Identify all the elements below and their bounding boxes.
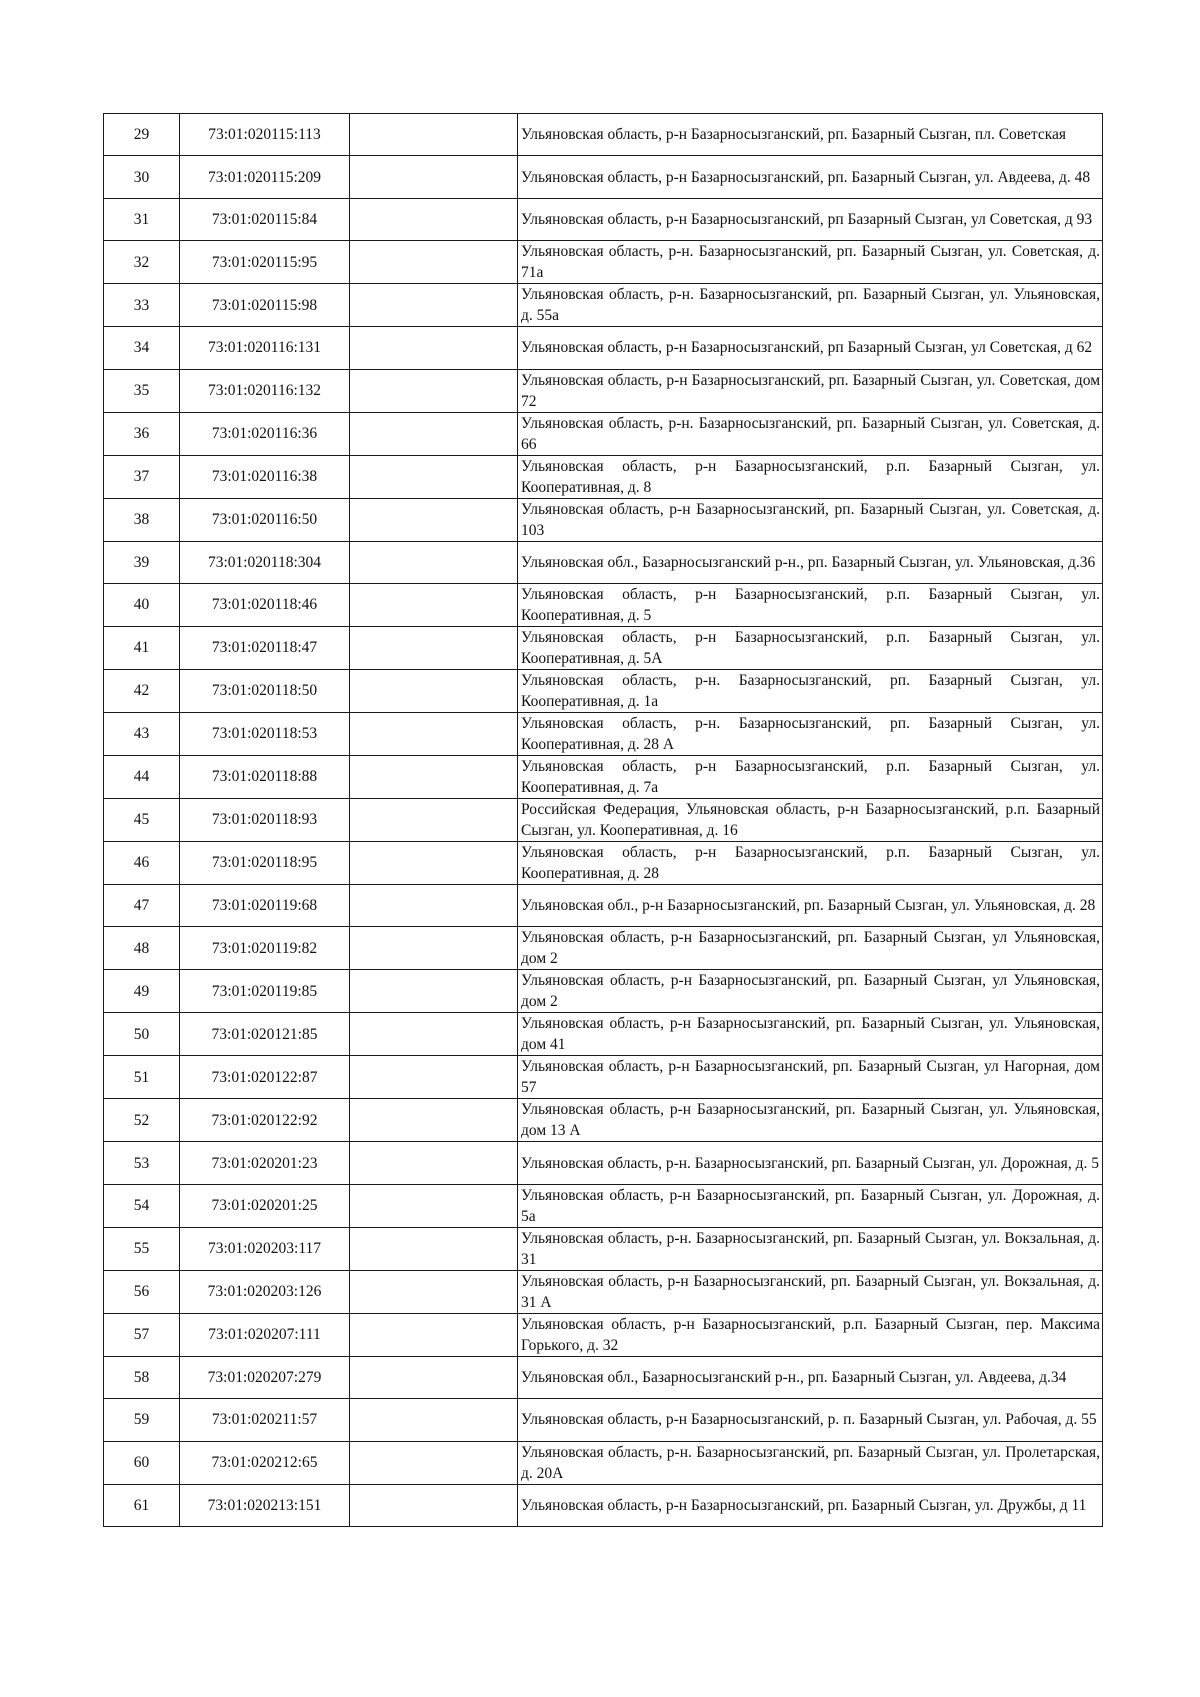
address-text: Ульяновская область, р-н Базарносызганский, р.п. Базарный Сызган, ул. Кооперативная, д. 28 <box>521 843 1100 882</box>
cadastral-number-cell: 73:01:020115:98 <box>180 284 350 327</box>
address-cell <box>518 198 1103 240</box>
table-row <box>104 712 1103 755</box>
empty-cell <box>350 841 518 884</box>
table-row <box>104 1142 1103 1184</box>
table-row <box>104 583 1103 626</box>
cadastral-number-cell: 73:01:020116:36 <box>180 412 350 455</box>
row-number-cell: 52 <box>104 1099 180 1142</box>
address-text: Ульяновская область, р-н Базарносызганский, рп. Базарный Сызган, ул. Дорожная, д. 5а <box>521 1186 1100 1225</box>
cadastral-number-cell: 73:01:020213:151 <box>180 1484 350 1526</box>
empty-cell <box>350 498 518 541</box>
row-number-cell: 40 <box>104 583 180 626</box>
empty-cell <box>350 1099 518 1142</box>
address-cell <box>518 1227 1103 1270</box>
table-row <box>104 1484 1103 1526</box>
empty-cell <box>350 369 518 412</box>
table-body <box>104 114 1103 1527</box>
address-cell <box>518 755 1103 798</box>
address-text: Ульяновская область, р-н Базарносызганский, р.п. Базарный Сызган, ул. Кооперативная, д. 7а <box>521 757 1100 796</box>
table-row <box>104 455 1103 498</box>
cadastral-number-cell: 73:01:020116:38 <box>180 455 350 498</box>
row-number-cell: 35 <box>104 369 180 412</box>
cadastral-number-cell: 73:01:020118:46 <box>180 583 350 626</box>
address-text: Ульяновская область, р-н Базарносызганский, р.п. Базарный Сызган, ул. Кооперативная, д. 5 <box>521 585 1100 624</box>
cadastral-number-cell: 73:01:020115:113 <box>180 114 350 156</box>
address-cell <box>518 1099 1103 1142</box>
address-text: Ульяновская область, р-н Базарносызганский, рп. Базарный Сызган, ул. Советская, д. 103 <box>521 500 1100 539</box>
cadastral-number-cell: 73:01:020122:87 <box>180 1056 350 1099</box>
empty-cell <box>350 1142 518 1184</box>
cadastral-number-cell: 73:01:020119:82 <box>180 927 350 970</box>
cadastral-number-cell: 73:01:020118:93 <box>180 798 350 841</box>
cadastral-number-cell: 73:01:020201:23 <box>180 1142 350 1184</box>
cadastral-number-cell: 73:01:020118:88 <box>180 755 350 798</box>
table-row <box>104 798 1103 841</box>
empty-cell <box>350 541 518 583</box>
address-cell <box>518 626 1103 669</box>
address-cell <box>518 841 1103 884</box>
address-cell <box>518 284 1103 327</box>
address-text: Ульяновская область, р-н Базарносызганский, рп. Базарный Сызган, ул. Советская, дом 72 <box>521 371 1100 410</box>
cadastral-number-cell: 73:01:020201:25 <box>180 1184 350 1227</box>
row-number-cell: 55 <box>104 1227 180 1270</box>
table-row <box>104 541 1103 583</box>
address-cell <box>518 541 1103 583</box>
cadastral-number-cell: 73:01:020118:53 <box>180 712 350 755</box>
address-cell <box>518 1056 1103 1099</box>
empty-cell <box>350 455 518 498</box>
address-text: Ульяновская область, р-н. Базарносызганский, рп. Базарный Сызган, ул. Кооперативная, д. 28 А <box>521 714 1100 753</box>
row-number-cell: 32 <box>104 241 180 284</box>
row-number-cell: 42 <box>104 669 180 712</box>
row-number-cell: 34 <box>104 327 180 369</box>
cadastral-number-cell: 73:01:020203:126 <box>180 1270 350 1313</box>
empty-cell <box>350 327 518 369</box>
address-cell <box>518 1399 1103 1441</box>
empty-cell <box>350 583 518 626</box>
address-cell <box>518 1184 1103 1227</box>
address-cell <box>518 712 1103 755</box>
table-row <box>104 1013 1103 1056</box>
row-number-cell: 39 <box>104 541 180 583</box>
table-row <box>104 198 1103 240</box>
table-row <box>104 1356 1103 1398</box>
table-row <box>104 755 1103 798</box>
row-number-cell: 48 <box>104 927 180 970</box>
table-row <box>104 498 1103 541</box>
address-text: Ульяновская область, р-н Базарносызганский, р.п. Базарный Сызган, ул. Кооперативная, д. 5А <box>521 628 1100 667</box>
empty-cell <box>350 798 518 841</box>
address-cell <box>518 1441 1103 1484</box>
empty-cell <box>350 412 518 455</box>
row-number-cell: 60 <box>104 1441 180 1484</box>
table-row <box>104 284 1103 327</box>
address-text: Российская Федерация, Ульяновская область, р-н Базарносызганский, р.п. Базарный Сызган, ул. Кооперативная, д. 16 <box>521 800 1100 839</box>
table-row <box>104 1056 1103 1099</box>
address-text: Ульяновская область, р-н Базарносызганский, р.п. Базарный Сызган, пер. Максима Горького, д. 32 <box>521 1315 1100 1354</box>
address-text: Ульяновская область, р-н Базарносызганский, рп. Базарный Сызган, ул. Ульяновская, дом 13 А <box>521 1101 1100 1140</box>
cadastral-number-cell: 73:01:020116:132 <box>180 369 350 412</box>
address-cell <box>518 241 1103 284</box>
table-row <box>104 412 1103 455</box>
table-row <box>104 1227 1103 1270</box>
row-number-cell: 29 <box>104 114 180 156</box>
cadastral-number-cell: 73:01:020121:85 <box>180 1013 350 1056</box>
address-text: Ульяновская область, р-н Базарносызганский, р.п. Базарный Сызган, ул. Кооперативная, д. 8 <box>521 457 1100 496</box>
empty-cell <box>350 669 518 712</box>
row-number-cell: 59 <box>104 1399 180 1441</box>
address-cell <box>518 970 1103 1013</box>
row-number-cell: 50 <box>104 1013 180 1056</box>
address-cell <box>518 1142 1103 1184</box>
cadastral-number-cell: 73:01:020203:117 <box>180 1227 350 1270</box>
table-row <box>104 927 1103 970</box>
cadastral-number-cell: 73:01:020118:304 <box>180 541 350 583</box>
empty-cell <box>350 114 518 156</box>
row-number-cell: 43 <box>104 712 180 755</box>
table-row <box>104 884 1103 926</box>
row-number-cell: 33 <box>104 284 180 327</box>
cadastral-number-cell: 73:01:020211:57 <box>180 1399 350 1441</box>
row-number-cell: 37 <box>104 455 180 498</box>
empty-cell <box>350 1184 518 1227</box>
cadastral-number-cell: 73:01:020115:95 <box>180 241 350 284</box>
address-text: Ульяновская область, р-н Базарносызганский, рп. Базарный Сызган, ул. Ульяновская, дом 41 <box>521 1015 1100 1054</box>
empty-cell <box>350 1227 518 1270</box>
address-text: Ульяновская обл., Базарносызганский р-н., рп. Базарный Сызган, ул. Авдеева, д.34 <box>521 1368 1067 1386</box>
address-cell <box>518 1270 1103 1313</box>
row-number-cell: 38 <box>104 498 180 541</box>
row-number-cell: 47 <box>104 884 180 926</box>
address-text: Ульяновская область, р-н Базарносызганский, рп. Базарный Сызган, ул. Дружбы, д 11 <box>521 1496 1087 1514</box>
row-number-cell: 30 <box>104 156 180 198</box>
cadastral-number-cell: 73:01:020122:92 <box>180 1099 350 1142</box>
row-number-cell: 61 <box>104 1484 180 1526</box>
empty-cell <box>350 970 518 1013</box>
address-text: Ульяновская область, р-н Базарносызганский, р. п. Базарный Сызган, ул. Рабочая, д. 55 <box>521 1411 1097 1429</box>
empty-cell <box>350 284 518 327</box>
row-number-cell: 46 <box>104 841 180 884</box>
empty-cell <box>350 1441 518 1484</box>
address-cell <box>518 583 1103 626</box>
cadastral-number-cell: 73:01:020116:50 <box>180 498 350 541</box>
row-number-cell: 57 <box>104 1313 180 1356</box>
table-row <box>104 1441 1103 1484</box>
address-cell <box>518 1356 1103 1398</box>
row-number-cell: 51 <box>104 1056 180 1099</box>
empty-cell <box>350 626 518 669</box>
address-text: Ульяновская область, р-н Базарносызганский, рп. Базарный Сызган, ул Ульяновская, дом 2 <box>521 929 1100 968</box>
cadastral-number-cell: 73:01:020115:209 <box>180 156 350 198</box>
row-number-cell: 44 <box>104 755 180 798</box>
property-table <box>103 113 1103 1527</box>
table-row <box>104 1399 1103 1441</box>
cadastral-number-cell: 73:01:020207:111 <box>180 1313 350 1356</box>
empty-cell <box>350 755 518 798</box>
cadastral-number-cell: 73:01:020116:131 <box>180 327 350 369</box>
address-text: Ульяновская область, р-н. Базарносызганский, рп. Базарный Сызган, ул. Кооперативная, д. 1а <box>521 671 1100 710</box>
row-number-cell: 49 <box>104 970 180 1013</box>
cadastral-number-cell: 73:01:020119:85 <box>180 970 350 1013</box>
row-number-cell: 58 <box>104 1356 180 1398</box>
address-cell <box>518 798 1103 841</box>
address-cell <box>518 369 1103 412</box>
address-text: Ульяновская область, р-н Базарносызганский, рп. Базарный Сызган, ул. Вокзальная, д. 31 А <box>521 1272 1100 1311</box>
row-number-cell: 56 <box>104 1270 180 1313</box>
address-text: Ульяновская область, р-н. Базарносызганский, рп. Базарный Сызган, ул. Пролетарская, д. 20А <box>521 1443 1100 1482</box>
address-cell <box>518 156 1103 198</box>
address-cell <box>518 669 1103 712</box>
address-text: Ульяновская область, р-н Базарносызганский, рп. Базарный Сызган, ул Нагорная, дом 57 <box>521 1058 1100 1097</box>
address-text: Ульяновская область, р-н Базарносызганский, рп Базарный Сызган, ул Советская, д 62 <box>521 339 1093 357</box>
address-text: Ульяновская область, р-н Базарносызганский, рп. Базарный Сызган, ул. Авдеева, д. 48 <box>521 168 1091 186</box>
empty-cell <box>350 198 518 240</box>
table-row <box>104 114 1103 156</box>
table-row <box>104 1313 1103 1356</box>
address-text: Ульяновская область, р-н Базарносызганский, рп. Базарный Сызган, ул Ульяновская, дом 2 <box>521 972 1100 1011</box>
address-cell <box>518 327 1103 369</box>
empty-cell <box>350 712 518 755</box>
address-text: Ульяновская область, р-н Базарносызганский, рп. Базарный Сызган, пл. Советская <box>521 126 1067 144</box>
empty-cell <box>350 1313 518 1356</box>
address-cell <box>518 114 1103 156</box>
address-text: Ульяновская область, р-н. Базарносызганский, рп. Базарный Сызган, ул. Советская, д. 66 <box>521 414 1100 453</box>
address-text: Ульяновская область, р-н. Базарносызганский, рп. Базарный Сызган, ул. Ульяновская, д. 55а <box>521 286 1100 325</box>
address-cell <box>518 412 1103 455</box>
row-number-cell: 36 <box>104 412 180 455</box>
address-cell <box>518 455 1103 498</box>
table-row <box>104 327 1103 369</box>
address-cell <box>518 884 1103 926</box>
address-text: Ульяновская область, р-н. Базарносызганский, рп. Базарный Сызган, ул. Дорожная, д. 5 <box>521 1154 1099 1172</box>
address-text: Ульяновская обл., Базарносызганский р-н., рп. Базарный Сызган, ул. Ульяновская, д.36 <box>521 553 1096 571</box>
address-text: Ульяновская обл., р-н Базарносызганский, рп. Базарный Сызган, ул. Ульяновская, д. 28 <box>521 897 1096 915</box>
row-number-cell: 54 <box>104 1184 180 1227</box>
table-row <box>104 1270 1103 1313</box>
cadastral-number-cell: 73:01:020212:65 <box>180 1441 350 1484</box>
document-page <box>103 113 1102 1527</box>
table-row <box>104 156 1103 198</box>
empty-cell <box>350 1399 518 1441</box>
address-text: Ульяновская область, р-н. Базарносызганский, рп. Базарный Сызган, ул. Советская, д. 71а <box>521 243 1100 282</box>
address-cell <box>518 1313 1103 1356</box>
cadastral-number-cell: 73:01:020207:279 <box>180 1356 350 1398</box>
address-cell <box>518 927 1103 970</box>
empty-cell <box>350 1356 518 1398</box>
empty-cell <box>350 1484 518 1526</box>
cadastral-number-cell: 73:01:020118:47 <box>180 626 350 669</box>
empty-cell <box>350 927 518 970</box>
row-number-cell: 53 <box>104 1142 180 1184</box>
empty-cell <box>350 1056 518 1099</box>
empty-cell <box>350 884 518 926</box>
address-cell <box>518 1484 1103 1526</box>
row-number-cell: 31 <box>104 198 180 240</box>
table-row <box>104 970 1103 1013</box>
cadastral-number-cell: 73:01:020118:95 <box>180 841 350 884</box>
empty-cell <box>350 1013 518 1056</box>
table-row <box>104 626 1103 669</box>
address-cell <box>518 1013 1103 1056</box>
address-text: Ульяновская область, р-н. Базарносызганский, рп. Базарный Сызган, ул. Вокзальная, д. 31 <box>521 1229 1100 1268</box>
empty-cell <box>350 241 518 284</box>
cadastral-number-cell: 73:01:020118:50 <box>180 669 350 712</box>
address-cell <box>518 498 1103 541</box>
empty-cell <box>350 156 518 198</box>
table-row <box>104 841 1103 884</box>
table-row <box>104 369 1103 412</box>
table-row <box>104 1099 1103 1142</box>
cadastral-number-cell: 73:01:020115:84 <box>180 198 350 240</box>
empty-cell <box>350 1270 518 1313</box>
row-number-cell: 45 <box>104 798 180 841</box>
cadastral-number-cell: 73:01:020119:68 <box>180 884 350 926</box>
row-number-cell: 41 <box>104 626 180 669</box>
table-row <box>104 241 1103 284</box>
table-row <box>104 1184 1103 1227</box>
table-row <box>104 669 1103 712</box>
address-text: Ульяновская область, р-н Базарносызганский, рп Базарный Сызган, ул Советская, д 93 <box>521 210 1093 228</box>
